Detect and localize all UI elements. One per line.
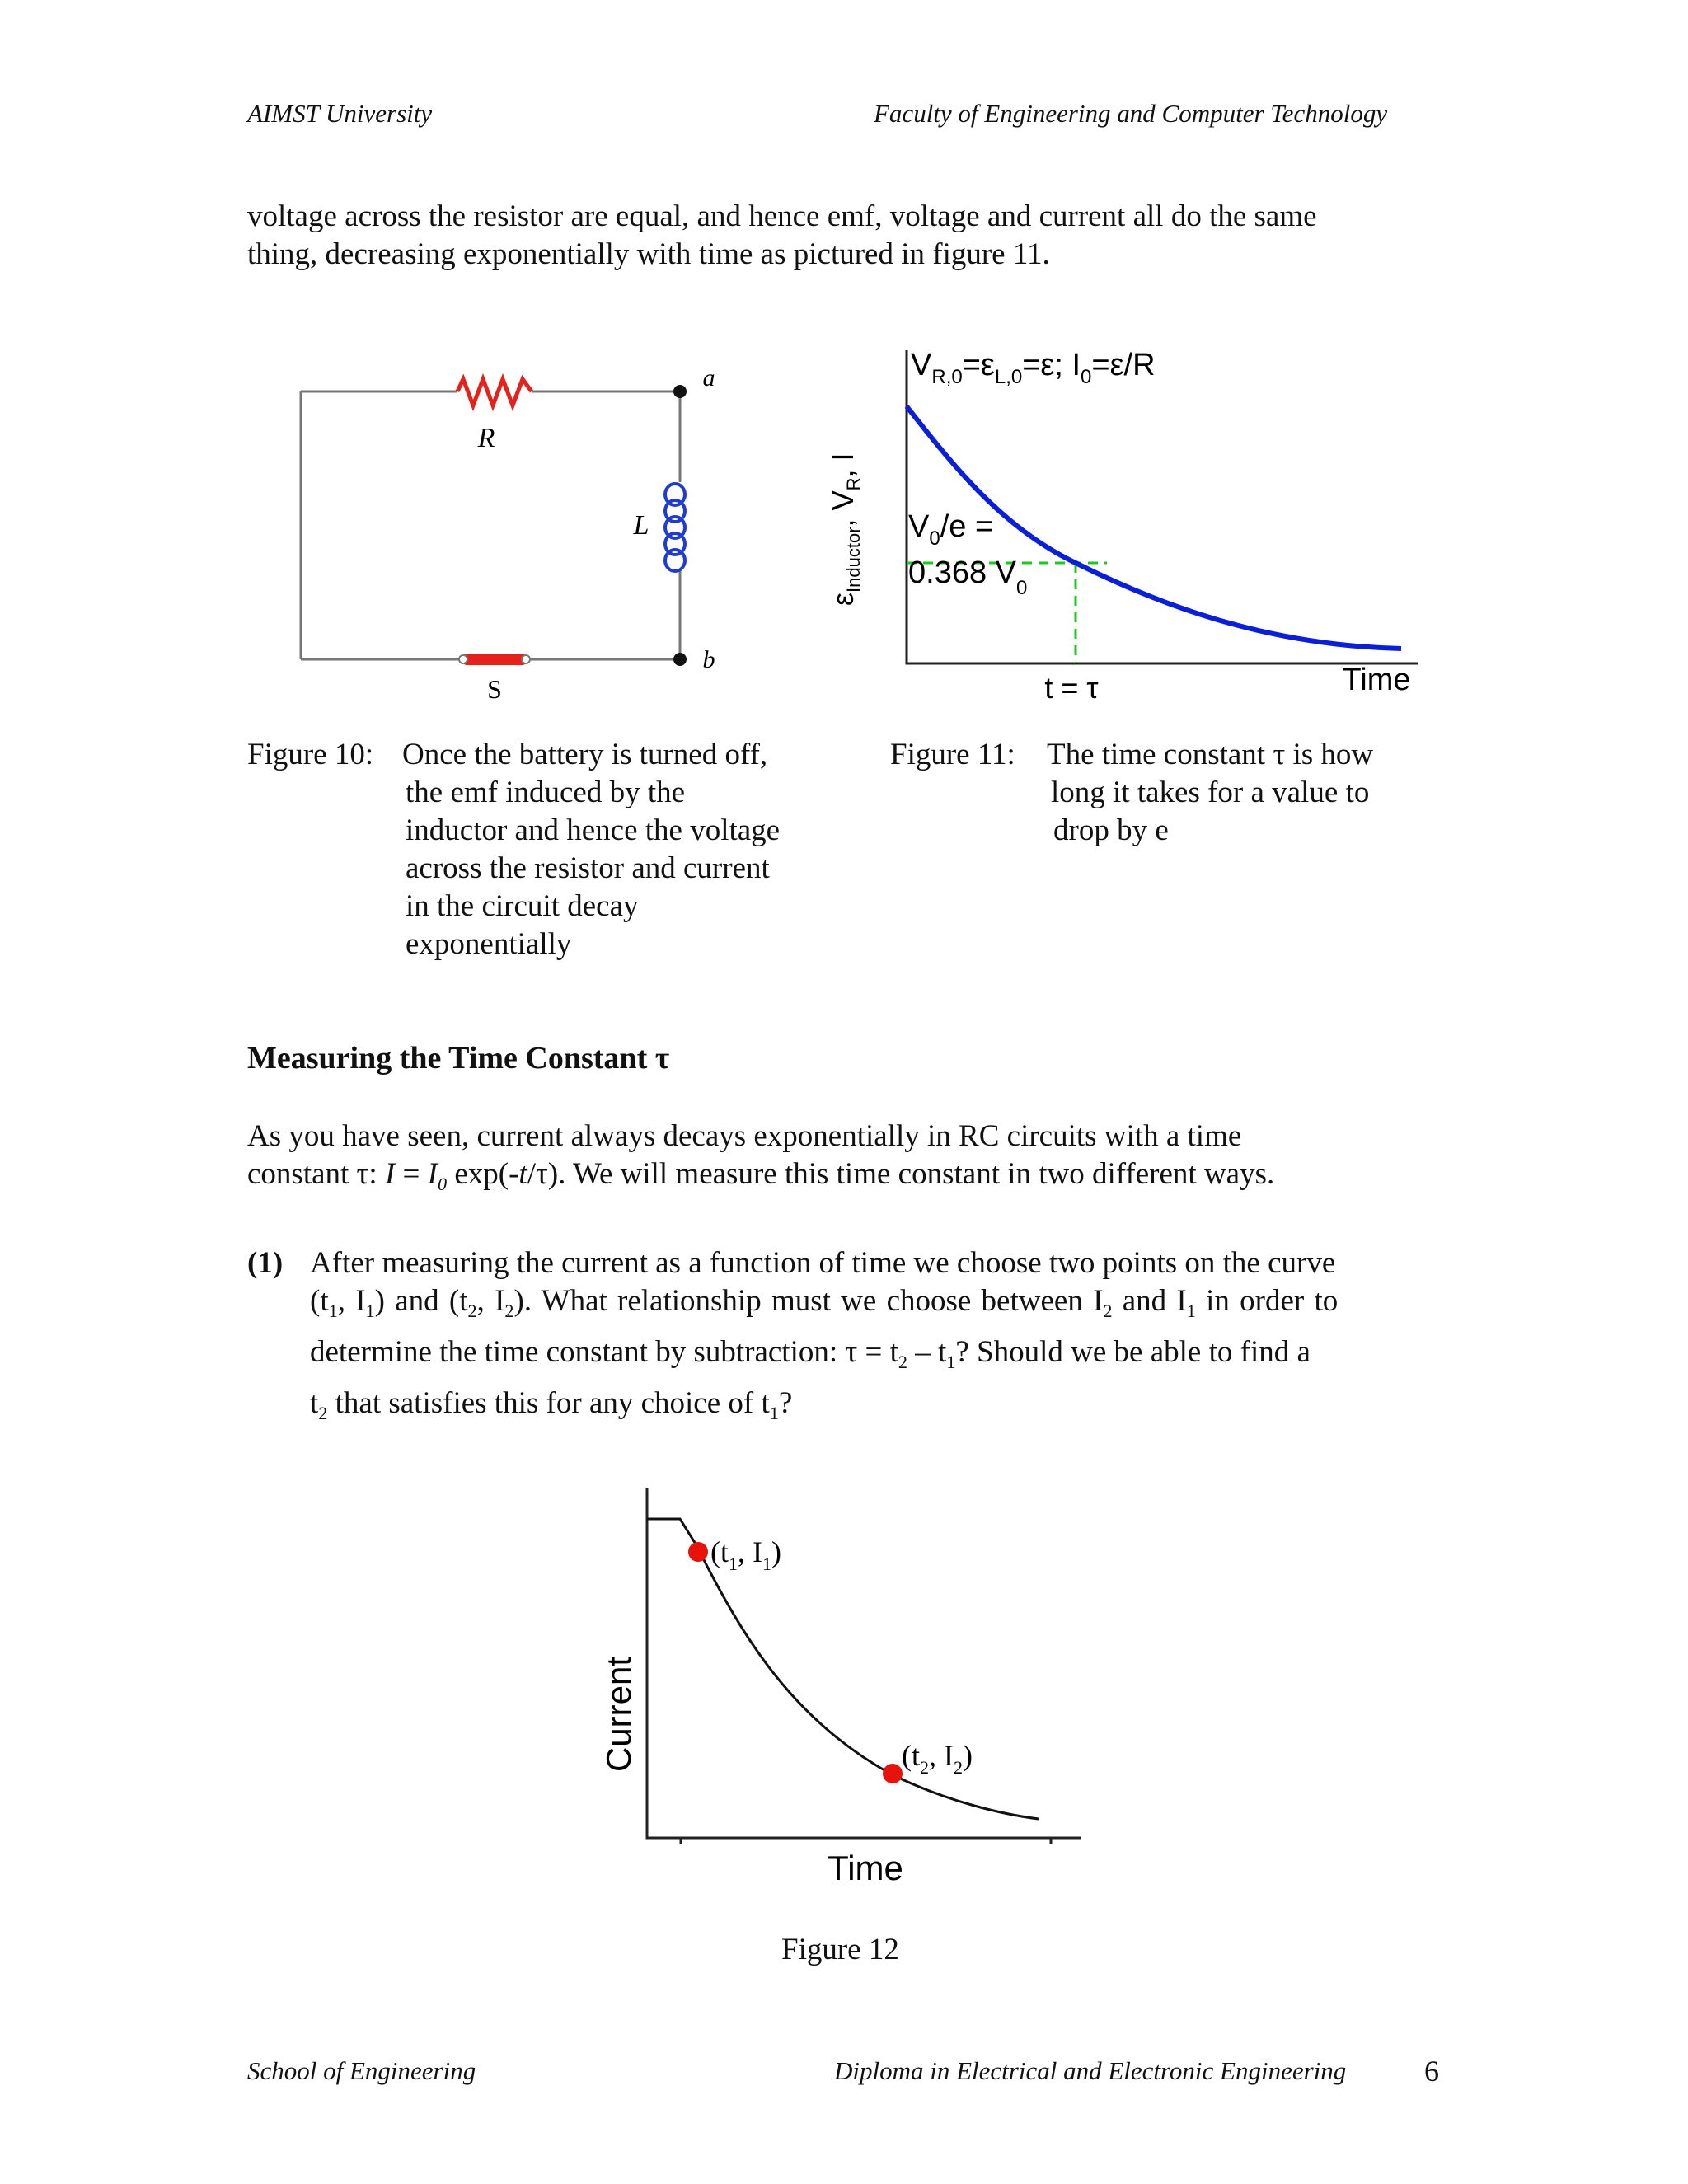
footer-left: School of Engineering (247, 2056, 476, 2085)
node-b-dot (673, 653, 687, 666)
figure-10-caption-line-1: Once the battery is turned off, (402, 738, 768, 771)
figure-11-xlabel: Time (1342, 663, 1411, 697)
figure-12-point-2 (883, 1764, 903, 1783)
intro-line-1 (247, 198, 1441, 236)
resistor-label: R (477, 423, 495, 453)
question-line-4: $t_2$ that satisfies this for any choice of $t_1$? (310, 1386, 793, 1423)
intro-line-2 (247, 236, 1441, 274)
resistor-icon (457, 379, 532, 405)
figure-10-caption-line-6: exponentially (406, 927, 572, 961)
figure-11-caption-line-3: drop by e (1053, 813, 1169, 847)
figure-11-caption-line-1: The time constant τ is how (1047, 738, 1374, 771)
figure-11-caption-lead: Figure 11: (890, 738, 1015, 771)
footer-right: Diploma in Electrical and Electronic Engineering (834, 2056, 1347, 2085)
figure-12-point-1 (688, 1542, 708, 1562)
node-a-dot (673, 385, 687, 398)
node-b-label: b (702, 646, 715, 673)
figure-12-point-2-label: ($t_2$, $I_2$) (902, 1739, 973, 1778)
figure-10-caption-line-4: across the resistor and current (406, 851, 770, 885)
figure-10-circuit (280, 346, 742, 709)
figure-10-caption-lead: Figure 10: (247, 738, 374, 771)
figure-10-caption-line-2: the emf induced by the (406, 776, 686, 809)
switch-label: S (487, 674, 502, 704)
figure-11-v0e-value: 0.368 $V_0$ (908, 555, 1028, 599)
figure-11-axes (907, 350, 1418, 663)
page-number: 6 (1424, 2055, 1439, 2088)
figure-11-v0e-label: $V_0/e$ = (908, 509, 994, 550)
intro-text-1: voltage across the resistor are equal, and hence emf, voltage and current all do the same (247, 199, 1317, 233)
header-right: Faculty of Engineering and Computer Technology (874, 99, 1388, 128)
figure-12-decay-curve (647, 1519, 1039, 1819)
figure-12-ylabel: Current (599, 1656, 638, 1773)
figure-11-tau-label: t = τ (1044, 671, 1099, 705)
figure-11-top-label: $V_{R,0}=\varepsilon_{L,0}=\varepsilon$; $I_0=\varepsilon/R$ (911, 348, 1156, 388)
inductor-icon (665, 484, 685, 571)
section-para-line-2: constant τ: $I = I_0$ exp(-t/τ). We will measure this time constant in two different ways. (247, 1157, 1275, 1194)
figure-11-ylabel: $\varepsilon_{Inductor}$, $V_R$, I (826, 452, 864, 606)
figure-12-graph (577, 1479, 1104, 1908)
figure-12-caption: Figure 12 (781, 1933, 899, 1966)
question-number: (1) (247, 1246, 284, 1280)
question-text-1: After measuring the current as a function of time we choose two points on the curve (310, 1246, 1336, 1280)
switch-icon (463, 654, 526, 665)
section-heading: Measuring the Time Constant τ (247, 1041, 670, 1076)
question-line-2: ($t_1$, $I_1$) and ($t_2$, $I_2$). What relationship must we choose between $I_2$ and $I_1$ in order to (310, 1284, 1339, 1321)
inductor-label: L (633, 510, 649, 541)
question-line-3: determine the time constant by subtraction: $\tau = t_2 - t_1$? Should we be able to find a (310, 1335, 1311, 1372)
section-para-text-1: As you have seen, current always decays exponentially in RC circuits with a time (247, 1119, 1242, 1153)
figure-12-point-1-label: ($t_1$, $I_1$) (710, 1535, 781, 1574)
figure-10-caption-line-5: in the circuit decay (406, 889, 639, 923)
header-left: AIMST University (247, 99, 433, 128)
figure-12-xlabel: Time (828, 1849, 903, 1887)
figure-11-caption-line-2: long it takes for a value to (1051, 776, 1370, 809)
question-line-1 (310, 1244, 1441, 1282)
intro-text-2: thing, decreasing exponentially with time as pictured in figure 11. (247, 237, 1050, 271)
section-para-line-1 (247, 1118, 1441, 1155)
node-a-label: a (702, 364, 715, 391)
figure-10-caption-line-3: inductor and hence the voltage (406, 813, 781, 847)
figure-11-graph (804, 334, 1447, 713)
